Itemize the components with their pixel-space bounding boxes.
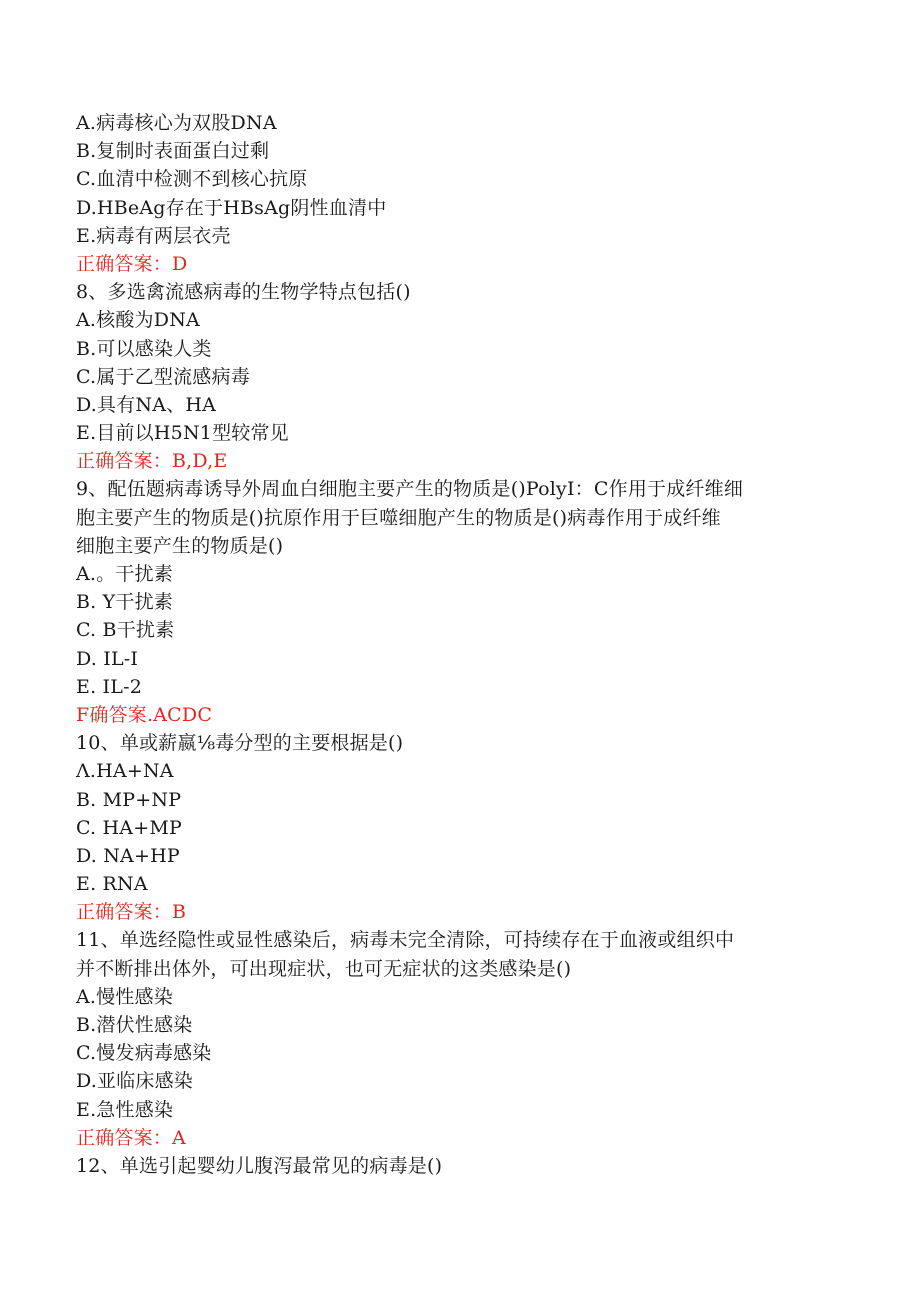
q9-option-c: C. B干扰素	[76, 619, 175, 642]
q11-option-e: E.急性感染	[76, 1098, 174, 1121]
q8-answer: 正确答案：B,D,E	[76, 450, 228, 473]
question-11	[76, 926, 846, 1152]
q9-question-line-3: 细胞主要产生的物质是()	[76, 534, 284, 557]
q8-option-e: E.目前以H5N1型较常见	[76, 422, 289, 445]
q7-option-a: A.病毒核心为双股DNA	[76, 112, 277, 134]
q11-option-d: D.亚临床感染	[76, 1070, 193, 1093]
q9-option-d: D. IL-I	[76, 647, 139, 670]
q10-option-b: B. MP+NP	[76, 788, 182, 811]
q10-question: 10、单或薪嬴⅛毒分型的主要根据是()	[76, 732, 404, 755]
q7-option-c: C.血清中检测不到核心抗原	[76, 168, 308, 191]
q8-option-d: D.具有NA、HA	[76, 393, 217, 416]
q9-option-e: E. IL-2	[76, 675, 142, 698]
q10-option-c: C. HA+MP	[76, 816, 182, 839]
q8-option-c: C.属于乙型流感病毒	[76, 365, 250, 388]
q8-option-b: B.可以感染人类	[76, 337, 212, 360]
document-page	[76, 109, 846, 1180]
q10-option-e: E. RNA	[76, 873, 148, 896]
q7-answer: 正确答案：D	[76, 252, 188, 275]
question-10	[76, 729, 846, 926]
question-8	[76, 278, 846, 475]
q10-option-a: Λ.HA+NA	[76, 760, 174, 783]
q12-question: 12、单选引起婴幼儿腹泻最常见的病毒是()	[76, 1154, 443, 1177]
q9-question-line-1: 9、配伍题病毒诱导外周血白细胞主要产生的物质是()PolyI：C作用于成纤维细	[76, 478, 744, 501]
q9-question-line-2: 胞主要产生的物质是()抗原作用于巨噬细胞产生的物质是()病毒作用于成纤维	[76, 506, 721, 529]
q11-question-line-1: 11、单选经隐性或显性感染后，病毒未完全清除，可持续存在于血液或组织中	[76, 929, 735, 952]
q7-option-e: E.病毒有两层衣壳	[76, 224, 231, 247]
q11-question-line-2: 并不断排出体外，可出现症状，也可无症状的这类感染是()	[76, 957, 572, 980]
q9-option-b: B. Y干扰素	[76, 591, 173, 614]
q10-answer: 正确答案：B	[76, 901, 187, 924]
q11-option-c: C.慢发病毒感染	[76, 1042, 212, 1065]
q7-option-d: D.HBeAg存在于HBsAg阴性血清中	[76, 196, 387, 219]
question-12	[76, 1152, 846, 1180]
q10-option-d: D. NA+HP	[76, 844, 180, 867]
q9-option-a: A.。干扰素	[76, 563, 173, 585]
q8-option-a: A.核酸为DNA	[76, 309, 200, 332]
q7-option-b: B.复制时表面蛋白过剩	[76, 140, 270, 163]
q11-option-a: A.慢性感染	[76, 985, 173, 1008]
question-7-tail	[76, 109, 846, 278]
q11-answer: 正确答案：A	[76, 1126, 186, 1149]
question-9	[76, 475, 846, 729]
q8-question: 8、多选禽流感病毒的生物学特点包括()	[76, 281, 411, 304]
q11-option-b: B.潜伏性感染	[76, 1014, 193, 1036]
q9-answer: F确答案.ACDC	[76, 703, 213, 726]
